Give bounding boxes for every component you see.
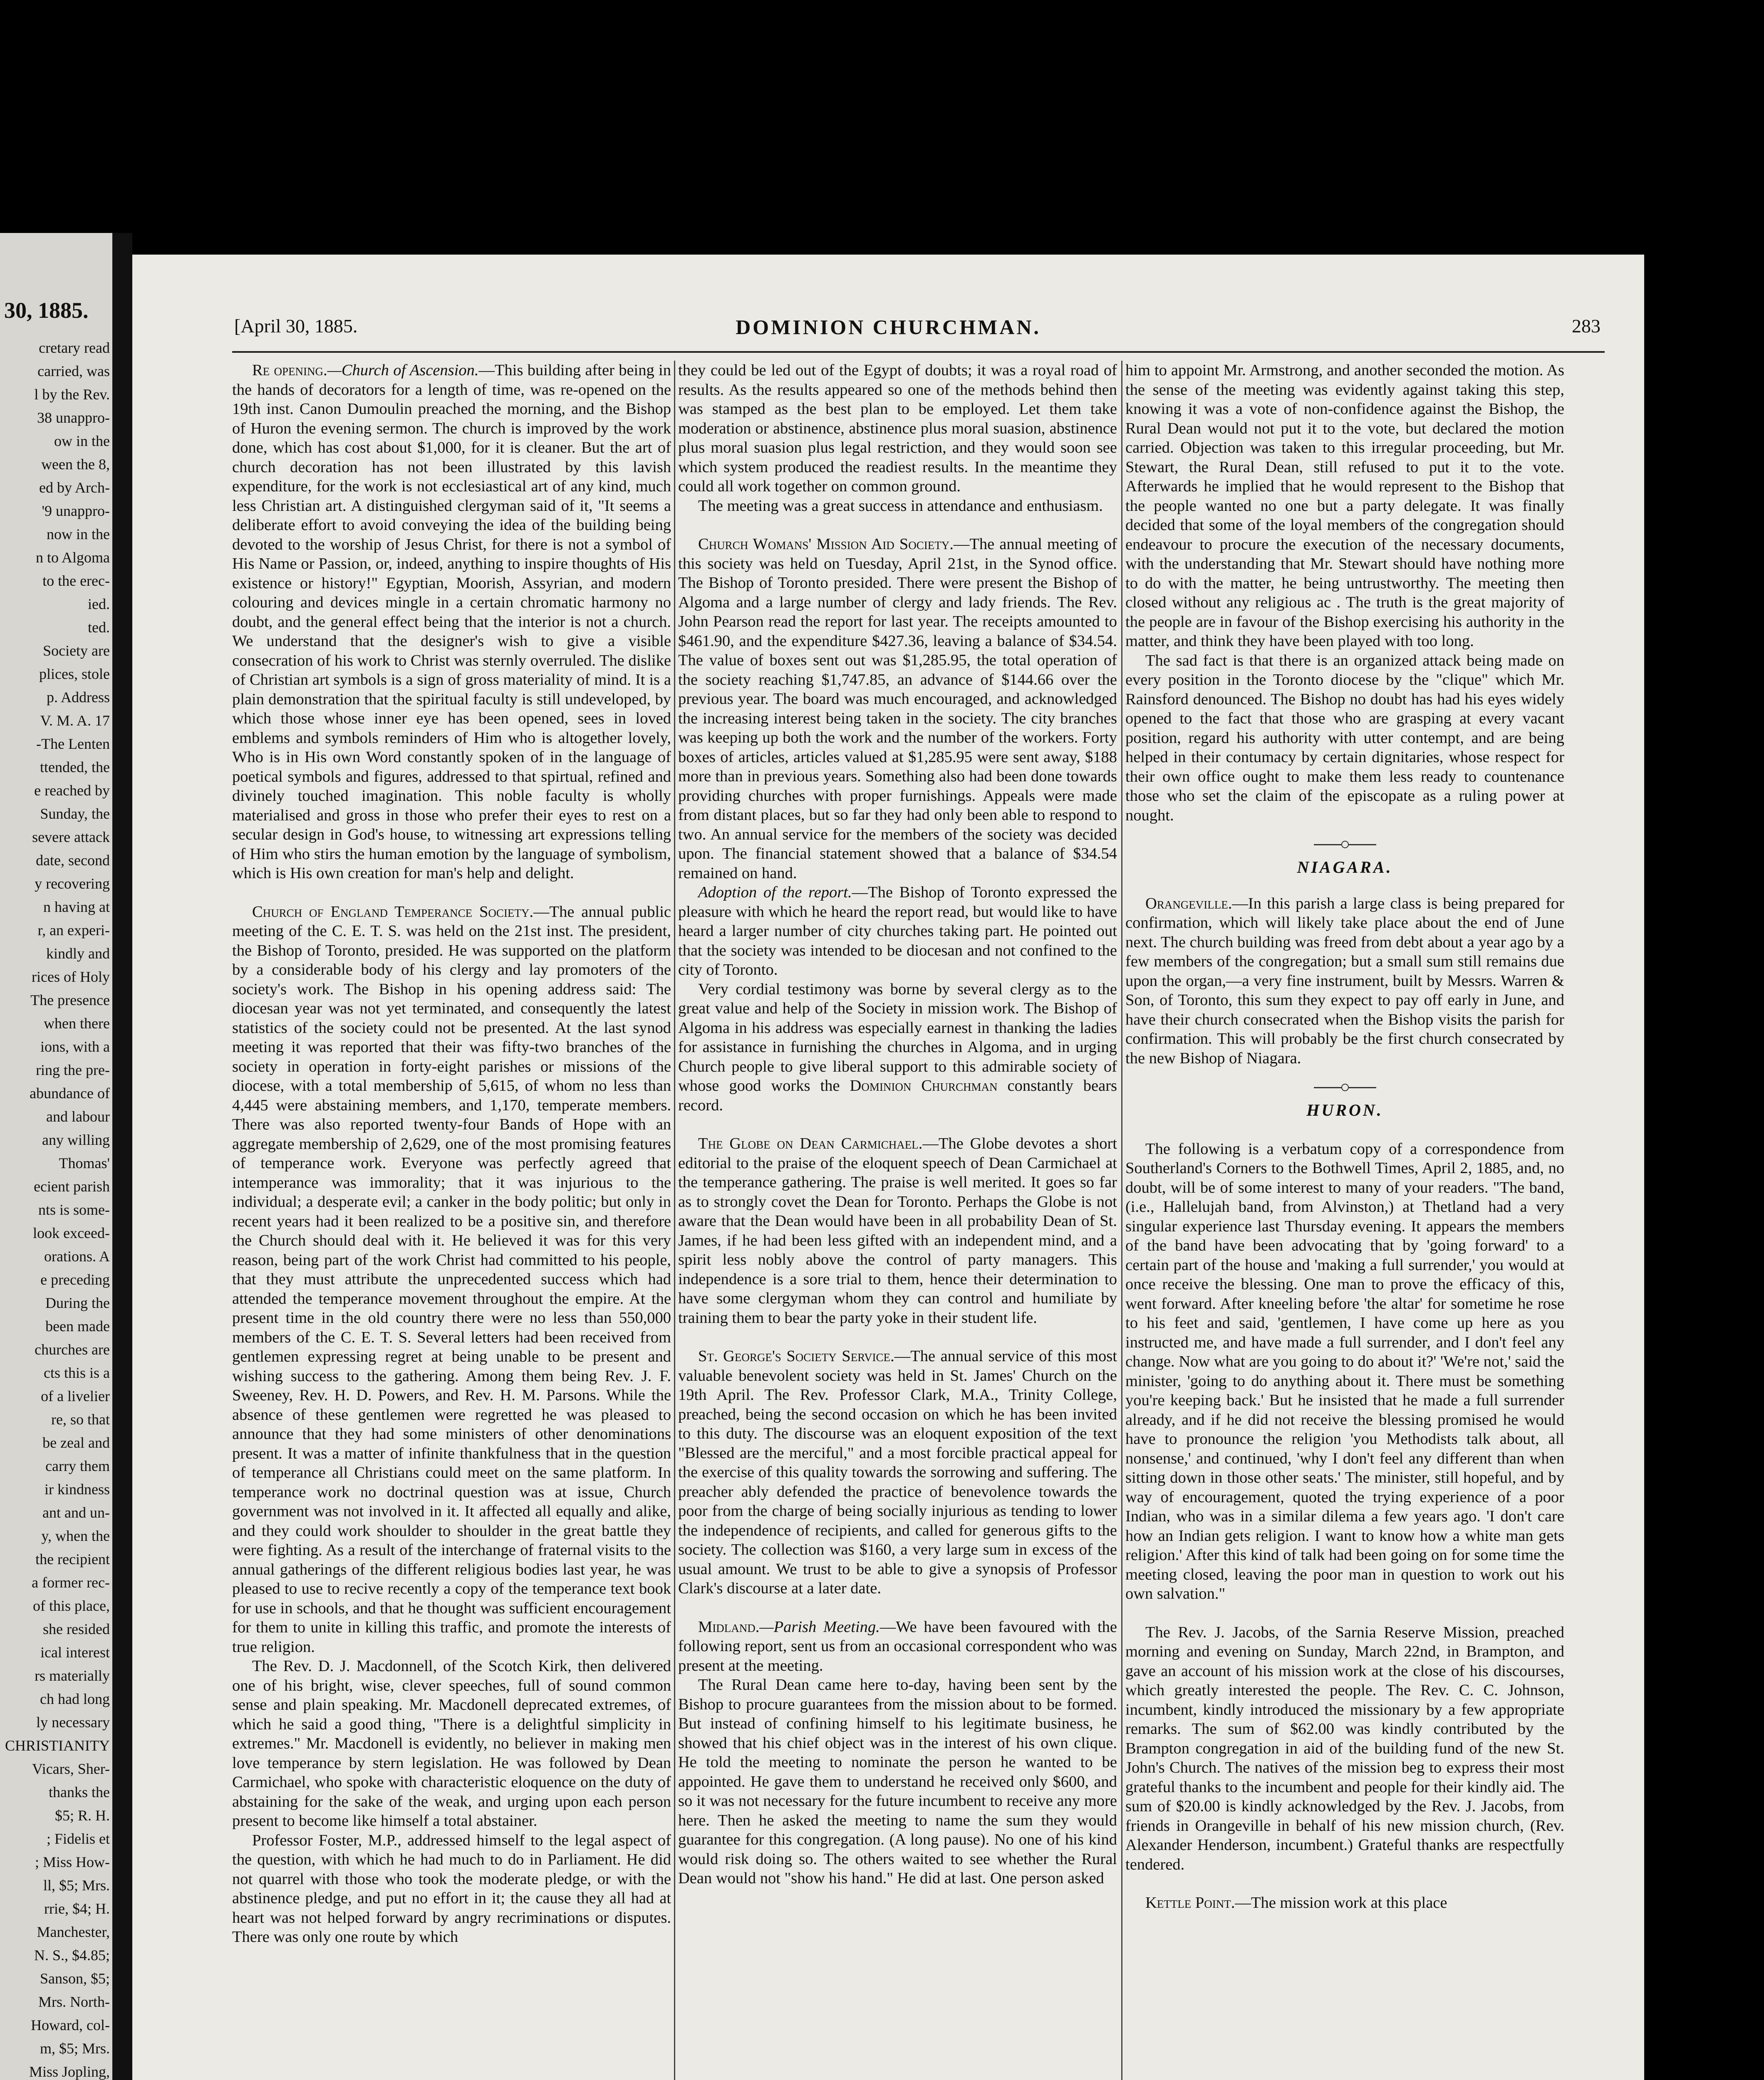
previous-page-line: ch had long: [40, 1691, 110, 1707]
previous-page-line: of a livelier: [41, 1388, 110, 1404]
previous-page-line: -The Lenten: [36, 735, 110, 752]
paragraph: The Rural Dean came here to-day, having been sent by the Bishop to procure guarantees from the mission about to be formed. But instead of confining himself to his legitimate business, he showed that his chief object was in the interest of his own clique. He told the meeting to nominate the person he wanted to be appointed. He gave them to understand he received only $600, and so it was not necessary for the future incumbent to receive any more here. Then he asked the meeting to name the sum they would guarantee for this congregation. (A long pause). No one of his kind would risk doing so. The others waited to see whether the Rural Dean would not "show his hand." He did at last. One person asked: [678, 1676, 1117, 1887]
previous-page-line: ied.: [88, 596, 110, 612]
previous-page-line: carried, was: [37, 363, 110, 379]
previous-page-edge: [0, 233, 112, 2080]
column-2: [678, 361, 1117, 2080]
article-subheading: —Church of Ascension.: [327, 362, 479, 379]
article-text: —We have been favoured with the following report, sent us from an occasional correspondent who was present at the meeting.: [678, 1618, 1117, 1674]
previous-page-line: ween the 8,: [41, 456, 110, 473]
previous-page-header: 30, 1885.: [4, 298, 89, 323]
article-heading: Orangeville.: [1145, 894, 1232, 912]
previous-page-line: ical interest: [40, 1644, 110, 1661]
previous-page-line: been made: [45, 1318, 110, 1335]
previous-page-line: V. M. A. 17: [40, 712, 110, 729]
article-heading: Church Womans' Mission Aid Society.: [698, 535, 954, 553]
section-heading-huron: HURON.: [1306, 1101, 1383, 1119]
previous-page-line: ly necessary: [36, 1714, 110, 1731]
previous-page-line: ; Miss How-: [35, 1854, 110, 1870]
previous-page-line: to the erec-: [42, 572, 110, 589]
previous-page-line: Howard, col-: [31, 2017, 110, 2033]
publication-name: Dominion Churchman: [850, 1077, 998, 1094]
article-text: —The annual service of this most valuable benevolent society was held in St. James' Church on the 19th April. The Rev. Professor Clark, M.A., Trinity College, preached, being the second occasion on which he has been invited to this duty. The discourse was an eloquent exposition of the text "Blessed are the merciful," and a most forcible practical appeal for the exercise of this quality towards the sorrowing and suffering. The preacher ably defended the practice of benevolence towards the poor from the charge of being socially injurious as tending to lower the independence of recipients, and called for generous gifts to the society. The collection was $160, a very large sum in excess of the usual amount. We trust to be able to give a synopsis of Professor Clark's discourse at a later date.: [678, 1347, 1117, 1597]
paragraph: The meeting was a great success in attendance and enthusiasm.: [698, 497, 1103, 515]
previous-page-line: ttended, the: [40, 759, 110, 775]
previous-page-line: cretary read: [39, 339, 110, 356]
article-heading: The Globe on Dean Carmichael.: [698, 1135, 923, 1152]
previous-page-line: re, so that: [51, 1411, 110, 1428]
previous-page-line: e reached by: [34, 782, 110, 799]
article-heading: Kettle Point.: [1145, 1894, 1235, 1912]
section-heading-niagara: NIAGARA.: [1297, 858, 1393, 877]
previous-page-line: Manchester,: [37, 1924, 110, 1940]
previous-page-line: ant and un-: [42, 1504, 110, 1521]
previous-page-line: ir kindness: [45, 1481, 110, 1498]
article-subheading: —Parish Meeting.: [759, 1618, 880, 1636]
section-divider: [1314, 1087, 1376, 1088]
previous-page-line: Mrs. North-: [38, 1993, 110, 2010]
article-womans-mission: [678, 535, 1117, 883]
previous-page-line: a former rec-: [32, 1574, 110, 1591]
previous-page-line: ring the pre-: [36, 1062, 110, 1078]
previous-page-line: carry them: [45, 1458, 110, 1474]
previous-page-line: y, when the: [41, 1528, 110, 1544]
article-kettle-point: [1125, 1893, 1564, 1913]
previous-page-line: Sanson, $5;: [40, 1970, 110, 1987]
previous-page-line: m, $5; Mrs.: [40, 2040, 110, 2057]
previous-page-line: $5; R. H.: [55, 1807, 110, 1824]
previous-page-line: Society are: [43, 642, 110, 659]
page-header: [132, 315, 1644, 344]
previous-page-line: she resided: [43, 1621, 110, 1637]
previous-page-line: Sunday, the: [40, 805, 110, 822]
previous-page-line: During the: [45, 1295, 110, 1311]
article-globe-dean: [678, 1134, 1117, 1327]
previous-page-line: of this place,: [33, 1597, 110, 1614]
previous-page-line: the recipient: [35, 1551, 110, 1567]
article-text: —In this parish a large class is being prepared for confirmation, which will likely take place about the end of June next. The church building was freed from debt about a year ago by a few members of the congregation; but a small sum still remains due upon the organ,—a very fine instrument, built by Messrs. Warren & Son, of Toronto, this sum they expect to pay off early in June, and have their church consecrated when the Bishop visits the parish for confirmation. This will probably be the first church consecrated by the new Bishop of Niagara.: [1125, 894, 1564, 1067]
column-3: [1125, 361, 1564, 2080]
continued-text: they could be led out of the Egypt of doubts; it was a royal road of results. As the results appeared so one of the methods behind then was stamped as the best plan to be employed. Let them take moderation or abstinence, abstinence plus moral suasion, abstinence plus moral suasion plus legal restriction, and they would soon see which system produced the readiest results. In the meantime they could all work together on common ground.: [678, 362, 1117, 495]
previous-page-line: ted.: [88, 619, 110, 636]
header-date: [April 30, 1885.: [234, 315, 358, 337]
article-subheading: Adoption of the report.: [698, 884, 852, 901]
previous-page-line: kindly and: [46, 945, 110, 962]
header-title: DOMINION CHURCHMAN.: [736, 315, 1041, 339]
page-gutter: [112, 233, 132, 2080]
previous-page-line: rices of Holy: [32, 968, 110, 985]
article-temperance-society: [232, 902, 671, 1657]
column-rule: [1121, 361, 1122, 2080]
continued-text: him to appoint Mr. Armstrong, and another seconded the motion. As the sense of the meeting was evidently against taking this step, knowing it was a vote of non-confidence against the Bishop, the Rural Dean would not put it to the vote, but declared the motion carried. Objection was taken to this irregular proceeding, but Mr. Stewart, the Rural Dean, still refused to put it to the vote. Afterwards he implied that he would represent to the Bishop that the people wanted no one but a party delegate. It was finally decided that some of the loyal members of the congregation should endeavour to procure the execution of the necessary documents, with the understanding that Mr. Stewart should have nothing more to do with the matter, he being untrustworthy. The meeting then closed without any religious ac . The truth is the great majority of the people are in favour of the Bishop exercising his authority in the matter, and think they have been played with too long.: [1125, 362, 1564, 650]
previous-page-line: e preceding: [40, 1271, 110, 1288]
article-huron-correspondence: The following is a verbatum copy of a correspondence from Southerland's Corners to the Bothwell Times, April 2, 1885, and, no doubt, will be of some interest to many of your readers. "The band, (i.e., Hallelujah band, from Alvinston,) at Thetland had a very singular experience last Thursday evening. It appears the members of the band have been advocating that by 'going forward' to a certain part of the house and 'making a full surrender,' you would at once receive the blessing. One man to prove the efficacy of this, went forward. After kneeling before 'the altar' for sometime he rose to his feet and said, 'gentlemen, I have come up here as you instructed me, and have made a full surrender, and I don't feel any change. Now what are you going to do about it?' 'We're not,' said the minister, 'going to do anything about it. There must be something you're keeping back.' But he insisted that he made a full surrender already, and if he did not receive the blessing promised he would have to pronounce the religion 'you Methodists talk about, all nonsense,' and continued, 'why I don't feel any different than when sitting down in those other seats.' The minister, still hopeful, and by way of encouragement, quoted the trying experience of a poor Indian, who was in a similar dilema a few years ago. 'I don't care how an Indian gets religion. I want to know how a white man gets religion.' After this kind of talk had been going on for some time the meeting closed, leaving the poor man in question to work out his own salvation.": [1125, 1140, 1564, 1602]
previous-page-line: Miss Jopling,: [29, 2063, 110, 2080]
previous-page-line: any willing: [42, 1132, 110, 1148]
previous-page-line: cts this is a: [44, 1364, 110, 1381]
previous-page-line: rs materially: [35, 1667, 110, 1684]
paragraph: [678, 883, 1117, 980]
previous-page-line: Thomas': [59, 1155, 110, 1171]
article-heading: Church of England Temperance Society.: [252, 903, 534, 921]
previous-page-line: ll, $5; Mrs.: [43, 1877, 110, 1894]
article-reopening: [232, 361, 671, 883]
previous-page-line: y recovering: [35, 875, 110, 892]
page-number: 283: [1572, 315, 1600, 337]
article-sarnia-mission: The Rev. J. Jacobs, of the Sarnia Reserve Mission, preached morning and evening on Sunday, March 22nd, in Brampton, and gave an account of his mission work at the close of his discourses, which greatly interested the people. The Rev. C. C. Johnson, incumbent, kindly introduced the missionary by a few appropriate remarks. The sum of $62.00 was kindly contributed by the Brampton congregation in aid of the building fund of the new St. John's Church. The natives of the mission beg to express their most grateful thanks to the incumbent and people for their kindly aid. The sum of $20.00 is kindly acknowledged by the Rev. J. Jacobs, from friends in Orangeville in behalf of his new mission church, (Rev. Alexander Henderson, incumbent.) Grateful thanks are respectfully tendered.: [1125, 1623, 1564, 1873]
article-orangeville: [1125, 894, 1564, 1068]
previous-page-line: The presence: [30, 992, 110, 1008]
previous-page-line: now in the: [47, 526, 110, 542]
previous-page-line: ecient parish: [34, 1178, 110, 1195]
previous-page-line: churches are: [35, 1341, 110, 1358]
article-heading: St. George's Society Service.: [698, 1347, 894, 1365]
previous-page-line: rrie, $4; H.: [44, 1900, 110, 1917]
previous-page-line: ow in the: [54, 433, 110, 449]
previous-page-line: N. S., $4.85;: [34, 1947, 110, 1964]
article-heading: Midland.: [698, 1618, 760, 1636]
column-rule: [674, 361, 675, 2080]
previous-page-line: plices, stole: [39, 666, 110, 682]
previous-page-line: l by the Rev.: [34, 386, 110, 403]
previous-page-line: ; Fidelis et: [47, 1830, 110, 1847]
newspaper-page: [132, 255, 1644, 2080]
previous-page-line: n having at: [43, 899, 110, 915]
previous-page-line: 38 unappro-: [37, 409, 110, 426]
article-text: —The mission work at this place: [1235, 1894, 1447, 1912]
previous-page-line: orations. A: [44, 1248, 110, 1265]
previous-page-line: abundance of: [30, 1085, 110, 1102]
previous-page-line: ed by Arch-: [39, 479, 110, 496]
article-text: —The annual public meeting of the C. E. T. S. was held on the 21st inst. The president, the Bishop of Toronto, presided. He was supported on the platform by a considerable body of his clergy and lay promoters of the society's work. The Bishop in his opening address said: The diocesan year was not yet terminated, and consequently the latest statistics of the society could not be presented. At the last synod meeting it was reported that their was fifty-two branches of the society in operation in forty-eight parishes or missions of the diocese, with a total membership of 5,615, of whom no less than 4,445 were abstaining members, and 1,170, temperate members. There was also reported twenty-four Bands of Hope with an aggregate membership of 2,629, one of the most promising features of temperance work. Everyone was perfectly agreed that intemperance was immorality; that it was injurious to the individual; a desperate evil; a canker in the body politic; but only in recent years had it been realized to be a positive sin, and therefore the Church should deal with it. He believed it was for this very reason, being part of the work Christ had committed to his people, that they must attribute the unprecedented success which had attended the temperance movement throughout the empire. At the present time in the old country there were no less than 550,000 members of the C. E. T. S. Several letters had been received from gentlemen expressing regret at being unable to be present and wishing success to the gathering. Among them being Rev. J. F. Sweeney, Rev. H. D. Powers, and Rev. H. M. Parsons. While the absence of these gentlemen were regretted he was pleased to announce that they had some ministers of other denominations present. It was a matter of infinite thankfulness that in the question of temperance all Christians could meet on the same platform. In temperance work no doctrinal question was at issue, Church government was not involved in it. It affected all equally and alike, and they could work shoulder to shoulder in the great battle they were fighting. As a result of the interchange of fraternal visits to the annual gatherings of the different religious bodies last year, he was pleased to use to recive recently a copy of the temperance text book for use in schools, and that he thought was sufficient encouragement for them to unite in killing this traffic, and promote the interests of true religion.: [232, 903, 671, 1656]
article-text: —The Globe devotes a short editorial to the praise of the eloquent speech of Dean Carmichael at the temperance gathering. The praise is well merited. It goes so far as to strongly covet the Dean for Toronto. Perhaps the Globe is not aware that the Dean would have been in all probability Dean of St. James, if he had been less gifted with an independent mind, and a spirit less nobly above the control of party managers. This independence is a sore trial to them, hence their determination to have some clergyman whom they can control and humiliate by training them to bear the party yoke in their student life.: [678, 1135, 1117, 1327]
paragraph-text: Very cordial testimony was borne by several clergy as to the great value and help of the Society in mission work. The Bishop of Algoma in his address was especially earnest in thanking the ladies for assistance in furnishing the churches in Algoma, and in urging Church people to give liberal support to this admirable society of whose good works the: [678, 980, 1117, 1094]
previous-page-line: thanks the: [49, 1784, 110, 1800]
previous-page-line: ions, with a: [40, 1038, 110, 1055]
paragraph: [678, 980, 1117, 1115]
previous-page-line: n to Algoma: [36, 549, 110, 566]
previous-page-line: date, second: [36, 852, 110, 869]
previous-page-line: p. Address: [47, 689, 110, 706]
previous-page-line: when there: [44, 1015, 110, 1032]
previous-page-line: and labour: [46, 1108, 110, 1125]
paragraph: Professor Foster, M.P., addressed himself to the legal aspect of the question, with which he had much to do in Parliament. He did not quarrel with those who took the moderate pledge, or with the abstinence pledge, and put no effort in it; the cause they all had at heart was not helped forward by angry recriminations or disputes. There was only one route by which: [232, 1831, 671, 1946]
paragraph-text: —The Bishop of Toronto expressed the pleasure with which he heard the report read, but would like to have heard a larger number of city churches taking part. He pointed out that the society was intended to be diocesan and not confined to the city of Toronto.: [678, 884, 1117, 978]
article-heading: Re opening.: [252, 362, 327, 379]
previous-page-line: nts is some-: [38, 1201, 110, 1218]
header-rule: [232, 351, 1605, 353]
previous-page-line: Vicars, Sher-: [32, 1761, 110, 1777]
previous-page-line: CHRISTIANITY: [5, 1737, 110, 1754]
previous-page-line: severe attack: [32, 829, 110, 845]
article-st-george-society: [678, 1347, 1117, 1598]
previous-page-line: look exceed-: [33, 1225, 110, 1241]
section-divider: [1314, 844, 1376, 845]
paragraph: The sad fact is that there is an organized attack being made on every position in the Toronto diocese by the "clique" which Mr. Rainsford denounced. The Bishop no doubt has had his eyes widely opened to the fact that those who are grasping at every vacant position, regard his authority with utter contempt, and are being helped in their contumacy by certain dignitaries, whose respect for their own office ought to make them less ready to countenance those who set the claim of the episcopate as a ruling power at nought.: [1125, 651, 1564, 824]
article-text: —The annual meeting of this society was held on Tuesday, April 21st, in the Synod office. The Bishop of Toronto presided. There were present the Bishop of Algoma and a large number of clergy and lady friends. The Rev. John Pearson read the report for last year. The receipts amounted to $461.90, and the expenditure $427.36, leaving a balance of $34.54. The value of boxes sent out was $1,285.95, the total operation of the society reaching $1,747.85, an advance of $144.66 over the previous year. The board was much encouraged, and acknowledged the increasing interest being taken in the society. The city branches was keeping up both the work and the number of the workers. Forty boxes of articles, articles valued at $1,285.95 were sent away, $188 more than in previous years. Something also had been done towards providing churches with proper furnishings. Appeals were made from distant places, but so far they had only been able to respond to two. An annual service for the members of the society was decided upon. The financial statement showed that a balance of $34.54 remained on hand.: [678, 535, 1117, 882]
previous-page-line: '9 unappro-: [42, 503, 110, 519]
column-1: [232, 361, 671, 2080]
article-text: —This building after being in the hands of decorators for a length of time, was re-opened on the 19th inst. Canon Dumoulin preached the morning, and the Bishop of Huron the evening sermon. The church is improved by the work done, which has cost about $1,000, for it is cleaner. But the art of church decoration has not been illustrated by this lavish expenditure, for the work is not ecclesiastical art of any kind, much less Christian art. A distinguished clergyman said of it, "It seems a deliberate effort to avoid conveying the idea of the building being devoted to the worship of Jesus Christ, for there is not a symbol of His Name or Passion, or, indeed, anything to inspire thoughts of His existence or history!" Egyptian, Moorish, Assyrian, and modern colouring and devices mingle in a certain chromatic harmony no doubt, and the general effect being that the interior is not a church. We understand that the designer's wish to give a visible consecration of his work to Christ was sternly overruled. The dislike of Christian art symbols is a sign of gross materiality of mind. It is a plain demonstration that the spiritual faculty is still undeveloped, by which those whose inner eye has been opened, sees in loved emblems and symbols reminders of Him who is altogether lovely, Who is in His own Word constantly spoken of in the language of poetical symbols and figures, addressed to that spirtual, refined and divinely touched imagination. This noble faculty is wholly materialised and gross in those who prefer their eyes to rest on a secular design in God's house, to witnessing art expressions telling of Him who stirs the human emotion by the language of symbolism, which is His own creation for man's help and delight.: [232, 362, 671, 882]
article-midland: [678, 1617, 1117, 1676]
paragraph-text: constantly bears record.: [678, 1077, 1117, 1114]
previous-page-line: be zeal and: [42, 1434, 110, 1451]
paragraph: The Rev. D. J. Macdonnell, of the Scotch Kirk, then delivered one of his bright, wise, clever speeches, full of sound common sense and plain speaking. Mr. Macdonell deprecated extremes, of which he said a good thing, "There is a delightful simplicity in extremes." Mr. Macdonell is evidently, no believer in making men love temperance by stern legislation. He was followed by Dean Carmichael, who spoke with characteristic eloquence on the duty of abstaining for the sake of the weak, and urging upon each person present to become like himself a total abstainer.: [232, 1657, 671, 1830]
previous-page-line: r, an experi-: [37, 922, 110, 938]
